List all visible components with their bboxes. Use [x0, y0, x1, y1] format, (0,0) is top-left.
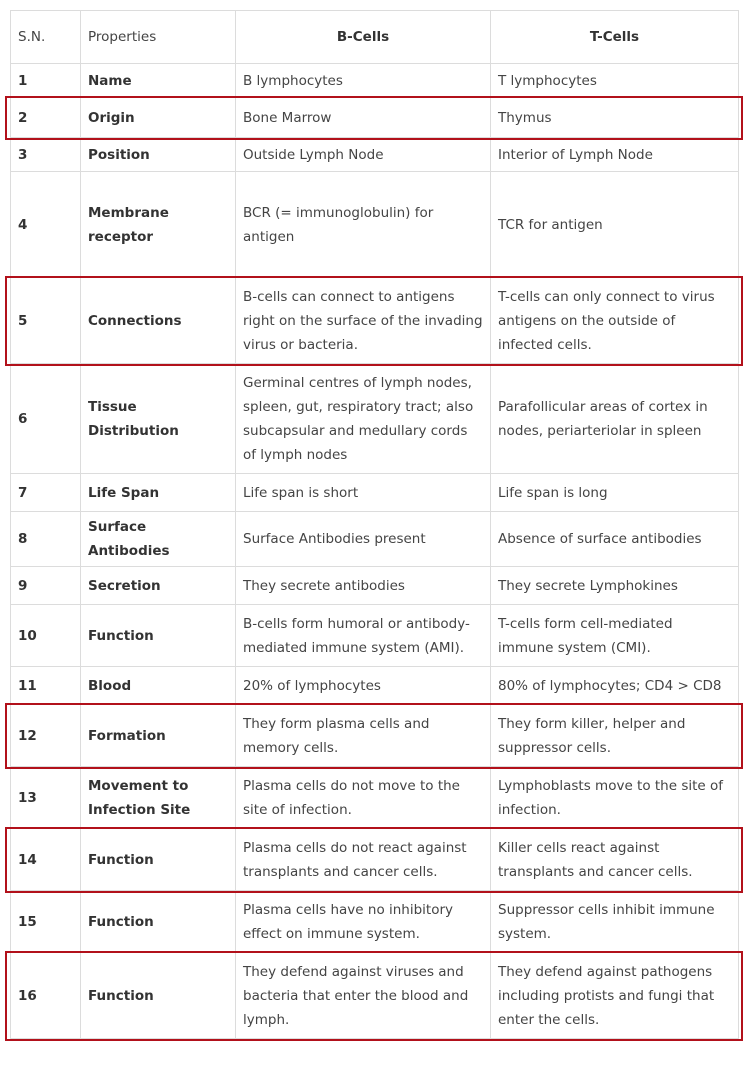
table-row [11, 829, 739, 891]
table-row [11, 278, 739, 364]
property-name: Connections [81, 278, 236, 364]
property-name: Function [81, 891, 236, 953]
table-row [11, 891, 739, 953]
row-number: 13 [11, 767, 81, 829]
comparison-table [10, 10, 739, 1039]
table-row [11, 605, 739, 667]
table-row [11, 172, 739, 278]
t-cell-value: T lymphocytes [491, 64, 739, 98]
t-cell-value: Lymphoblasts move to the site of infection. [491, 767, 739, 829]
t-cell-value: T-cells can only connect to virus antigens on the outside of infected cells. [491, 278, 739, 364]
t-cell-value: T-cells form cell-mediated immune system (CMI). [491, 605, 739, 667]
property-name: Membrane receptor [81, 172, 236, 278]
table-row [11, 705, 739, 767]
header-t-cells: T-Cells [491, 11, 739, 64]
b-cell-value: BCR (= immunoglobulin) for antigen [236, 172, 491, 278]
row-number: 5 [11, 278, 81, 364]
b-cell-value: They secrete antibodies [236, 567, 491, 605]
b-cell-value: They defend against viruses and bacteria that enter the blood and lymph. [236, 953, 491, 1039]
row-number: 15 [11, 891, 81, 953]
header-row [11, 11, 739, 64]
t-cell-value: Interior of Lymph Node [491, 138, 739, 172]
header-sn: S.N. [11, 11, 81, 64]
table-row [11, 667, 739, 705]
t-cell-value: Parafollicular areas of cortex in nodes, periarteriolar in spleen [491, 364, 739, 474]
property-name: Tissue Distribution [81, 364, 236, 474]
t-cell-value: Killer cells react against transplants and cancer cells. [491, 829, 739, 891]
row-number: 14 [11, 829, 81, 891]
property-name: Function [81, 829, 236, 891]
table-row [11, 98, 739, 138]
table-row [11, 64, 739, 98]
row-number: 6 [11, 364, 81, 474]
property-name: Surface Antibodies [81, 512, 236, 567]
table-row [11, 567, 739, 605]
row-number: 8 [11, 512, 81, 567]
b-cell-value: Bone Marrow [236, 98, 491, 138]
row-number: 11 [11, 667, 81, 705]
table-row [11, 953, 739, 1039]
property-name: Movement to Infection Site [81, 767, 236, 829]
row-number: 2 [11, 98, 81, 138]
property-name: Secretion [81, 567, 236, 605]
property-name: Function [81, 605, 236, 667]
row-number: 3 [11, 138, 81, 172]
b-cell-value: Outside Lymph Node [236, 138, 491, 172]
property-name: Origin [81, 98, 236, 138]
t-cell-value: Life span is long [491, 474, 739, 512]
property-name: Function [81, 953, 236, 1039]
table-row [11, 138, 739, 172]
t-cell-value: They secrete Lymphokines [491, 567, 739, 605]
row-number: 4 [11, 172, 81, 278]
b-cell-value: B-cells form humoral or antibody-mediated immune system (AMI). [236, 605, 491, 667]
t-cell-value: 80% of lymphocytes; CD4 > CD8 [491, 667, 739, 705]
header-b-cells: B-Cells [236, 11, 491, 64]
property-name: Blood [81, 667, 236, 705]
b-cell-value: Germinal centres of lymph nodes, spleen, gut, respiratory tract; also subcapsular and medullary cords of lymph nodes [236, 364, 491, 474]
header-properties: Properties [81, 11, 236, 64]
row-number: 16 [11, 953, 81, 1039]
row-number: 7 [11, 474, 81, 512]
b-cell-value: Surface Antibodies present [236, 512, 491, 567]
t-cell-value: Thymus [491, 98, 739, 138]
b-cell-value: Plasma cells have no inhibitory effect on immune system. [236, 891, 491, 953]
b-cell-value: 20% of lymphocytes [236, 667, 491, 705]
row-number: 1 [11, 64, 81, 98]
b-cell-value: Life span is short [236, 474, 491, 512]
t-cell-value: Absence of surface antibodies [491, 512, 739, 567]
b-cell-value: They form plasma cells and memory cells. [236, 705, 491, 767]
property-name: Formation [81, 705, 236, 767]
property-name: Position [81, 138, 236, 172]
b-cell-value: B lymphocytes [236, 64, 491, 98]
row-number: 12 [11, 705, 81, 767]
b-cell-value: B-cells can connect to antigens right on the surface of the invading virus or bacteria. [236, 278, 491, 364]
property-name: Name [81, 64, 236, 98]
table-row [11, 767, 739, 829]
row-number: 10 [11, 605, 81, 667]
table-row [11, 474, 739, 512]
property-name: Life Span [81, 474, 236, 512]
t-cell-value: They defend against pathogens including protists and fungi that enter the cells. [491, 953, 739, 1039]
b-cell-value: Plasma cells do not move to the site of infection. [236, 767, 491, 829]
table-row [11, 364, 739, 474]
b-cell-value: Plasma cells do not react against transplants and cancer cells. [236, 829, 491, 891]
row-number: 9 [11, 567, 81, 605]
t-cell-value: Suppressor cells inhibit immune system. [491, 891, 739, 953]
t-cell-value: They form killer, helper and suppressor cells. [491, 705, 739, 767]
t-cell-value: TCR for antigen [491, 172, 739, 278]
table-row [11, 512, 739, 567]
